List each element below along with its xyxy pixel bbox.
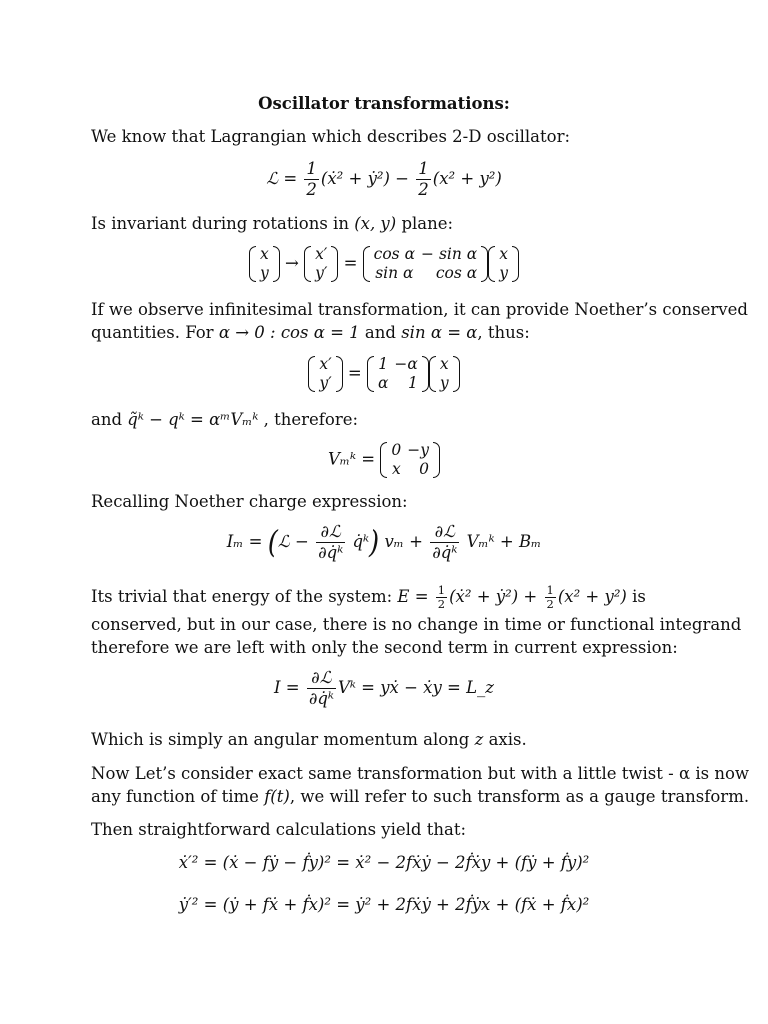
paragraph-generator: and q̃ᵏ − qᵏ = αᵐVₘᵏ , therefore: (91, 410, 359, 429)
equation-rotation: x y → x′ y′ = cos α − sin α sin α cos α x y (0, 245, 768, 283)
vector-xy: x y (249, 245, 280, 283)
fraction-half-small: $\frac{1}{2}$ (546, 583, 554, 611)
fraction-dL-dq: $\frac{\text{∂ℒ}}{\text{∂q̇ᵏ}}$ (432, 522, 458, 562)
paragraph-energy-3: therefore we are left with only the second term in current expression: (91, 638, 678, 657)
equation-noether-charge: Iₘ = (ℒ − $\frac{\text{∂ℒ}}{\text{∂q̇ᵏ}}$ q̇ᵏ) vₘ + $\frac{\text{∂ℒ}}{\text{∂q̇ᵏ}}$ Vₘᵏ + Bₘ (226, 522, 542, 562)
equation-lagrangian (0, 159, 768, 200)
rotation-matrix: cos α − sin α sin α cos α (363, 245, 489, 283)
fraction-half: $\frac{1}{2}$ (418, 159, 429, 199)
lagrangian-kinetic: (ẋ² + ẏ²) − (320, 169, 415, 188)
paragraph-intro: We know that Lagrangian which describes 2-D oscillator: (91, 127, 571, 146)
fraction-half-small: $\frac{1}{2}$ (437, 583, 446, 611)
equation-infinitesimal: x′ y′ = 1 −α α 1 x y (0, 355, 768, 393)
paragraph-energy-1: Its trivial that energy of the system: E = $\frac{1}{2}$ (ẋ² + ẏ²) + $\frac{1}{2}$ (x² + y²) is (91, 583, 646, 611)
document-title: Oscillator transformations: (258, 94, 510, 113)
vector-xy: x y (429, 355, 460, 393)
paragraph-gauge-1: Now Let’s consider exact same transformation but with a little twist - α is now (91, 764, 750, 783)
lagrangian-lhs: ℒ = (266, 169, 303, 188)
paragraph-invariance: Is invariant during rotations in (x, y) plane: (91, 214, 454, 233)
paragraph-infinitesimal-2: quantities. For α → 0 : cos α = 1 and sin α = α, thus: (91, 323, 530, 342)
paragraph-energy-2: conserved, but in our case, there is no change in time or functional integrand (91, 615, 742, 634)
paragraph-calculations: Then straightforward calculations yield that: (91, 820, 467, 839)
fraction-dL-dq: $\frac{\text{∂ℒ}}{\text{∂q̇ᵏ}}$ (308, 668, 334, 708)
lagrangian-potential: (x² + y²) (432, 169, 502, 188)
fraction-dL-dq: $\frac{\text{∂ℒ}}{\text{∂q̇ᵏ}}$ (318, 522, 344, 562)
equation-angular-momentum: I = $\frac{\text{∂ℒ}}{\text{∂q̇ᵏ}}$ Vᵏ = yẋ − ẋy = L_z (273, 668, 494, 708)
equation-generator-matrix: Vₘᵏ = 0 −y x 0 (0, 441, 768, 479)
vector-xy: x y (488, 245, 519, 283)
equation-xdot-prime: ẋ′² = (ẋ − fẏ − ḟy)² = ẋ² − 2fẋẏ − 2ḟẋy + (fẏ + ḟy)² (178, 853, 590, 872)
equation-ydot-prime: ẏ′² = (ẏ + fẋ + ḟx)² = ẏ² + 2fẋẏ + 2ḟẏx + (fẋ + ḟx)² (178, 895, 590, 914)
paragraph-gauge-2: any function of time f(t), we will refer to such transform as a gauge transform. (91, 787, 750, 806)
infinitesimal-matrix: 1 −α α 1 (367, 355, 429, 393)
paragraph-infinitesimal-1: If we observe infinitesimal transformation, it can provide Noether’s conserved (91, 300, 748, 319)
paragraph-angular: Which is simply an angular momentum along z axis. (91, 730, 527, 749)
fraction-half: $\frac{1}{2}$ (306, 159, 317, 199)
paragraph-noether: Recalling Noether charge expression: (91, 492, 408, 511)
vector-xy-prime: x′ y′ (308, 355, 342, 393)
generator-matrix: 0 −y x 0 (380, 441, 440, 479)
vector-xy-prime: x′ y′ (304, 245, 338, 283)
